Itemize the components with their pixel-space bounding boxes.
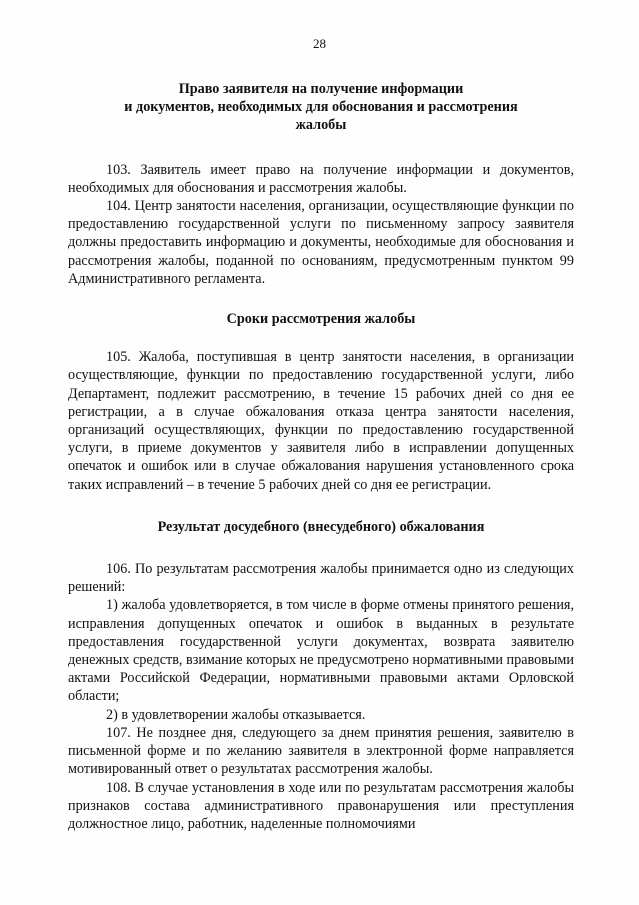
page-number: 28 [313, 36, 326, 51]
list-item-decision-2: 2) в удовлетворении жалобы отказывается. [106, 706, 366, 723]
paragraph-105: 105. Жалоба, поступившая в центр занятости населения, в организации осуществляющие, функции по предоставлению государственной услуги, либо Департамент, подлежит рассмотрению, в течение 15 рабочих дней со дня ее регистрации, а в случае обжалования отказа центра занятости населения, организаций осуществляющих, функции по предоставлению государственной услуги, в приеме документов у заявителя либо в исправлении допущенных опечаток и ошибок или в случае обжалования нарушения установленного срока таких исправлений – в течение 5 рабочих дней со дня ее регистрации. [68, 349, 574, 493]
heading-line: и документов, необходимых для обоснования и рассмотрения [124, 99, 518, 116]
document-body [68, 80, 574, 833]
section-heading-appeal-result: Результат досудебного (внесудебного) обжалования [157, 518, 485, 535]
paragraph-107: 107. Не позднее дня, следующего за днем принятия решения, заявителю в письменной форме и по желанию заявителя в электронной форме направляется мотивированный ответ о результатах рассмотрения жалобы. [68, 724, 574, 778]
paragraph-108: 108. В случае установления в ходе или по результатам рассмотрения жалобы признаков состава административного правонарушения или преступления должностное лицо, работник, наделенные полномочиями [68, 779, 574, 832]
list-item-decision-1: 1) жалоба удовлетворяется, в том числе в форме отмены принятого решения, исправления допущенных опечаток и ошибок в выданных в результате предоставления государственной услуги документах, возврата заявителю денежных средств, взимание которых не предусмотрено нормативными правовыми актами Российской Федерации, нормативными правовыми актами Орловской области; [68, 597, 574, 705]
paragraph-106: 106. По результатам рассмотрения жалобы принимается одно из следующих решений: [68, 561, 574, 596]
section-heading-appeal-rights [68, 80, 574, 135]
heading-line: жалобы [295, 117, 347, 134]
section-heading-review-terms: Сроки рассмотрения жалобы [226, 311, 416, 328]
paragraph-103: 103. Заявитель имеет право на получение информации и документов, необходимых для обоснования и рассмотрения жалобы. [68, 161, 574, 196]
paragraph-104: 104. Центр занятости населения, организации, осуществляющие функции по предоставлению государственной услуги по письменному запросу заявителя должны предоставить информацию и документы, необходимые для обоснования и рассмотрения жалобы, поданной по основаниям, предусмотренным пунктом 99 Административного регламента. [68, 198, 574, 287]
heading-line: Право заявителя на получение информации [178, 81, 464, 97]
